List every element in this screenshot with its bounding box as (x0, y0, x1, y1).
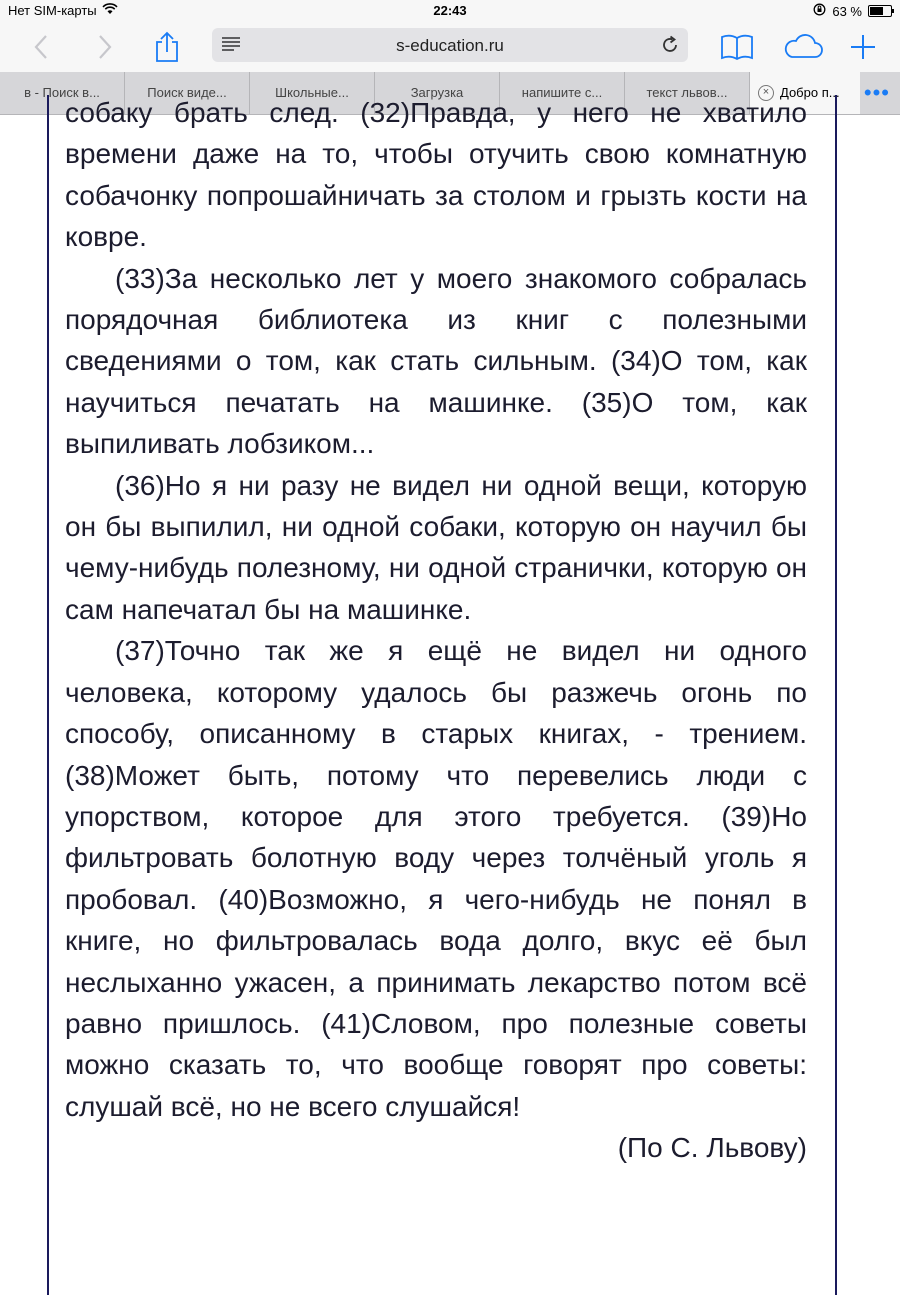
paragraph-4: (37)Точно так же я ещё не видел ни одного человека, которому удалось бы разжечь огонь по способу, описанному в старых книгах, - трением. (38)Может быть, потому что перевелись люди с упорством, которое для этого требуется. (39)Но фильтровать болотную воду через толчёный уголь я пробовал. (40)Возможно, я чего-нибудь не понял в книге, но фильтровалась вода долго, вкус её был неслыханно ужасен, а принимать лекарство потом всё равно пришлось. (41)Словом, про полезные советы можно сказать то, что вообще говорят про советы: слушай всё, но не всего слушайся! (65, 635, 807, 1122)
battery-fill (870, 7, 883, 15)
carrier-label: Нет SIM-карты (8, 3, 97, 18)
article-text (65, 92, 807, 1169)
tab-active-label: Добро п... (780, 85, 840, 100)
address-bar[interactable] (212, 28, 688, 62)
reload-icon[interactable] (660, 35, 680, 60)
signature: (По С. Львову) (617, 1132, 807, 1164)
tab-3[interactable]: Школьные... (250, 72, 375, 114)
tab-6[interactable]: текст львов... (625, 72, 750, 114)
paragraph-2: (33)За несколько лет у моего знакомого собралась порядочная библиотека из книг с полезными сведениями о том, как стать сильным. (34)О том, как научиться печатать на машинке. (35)О том, как выпиливать лобзиком... (65, 262, 807, 460)
back-button[interactable] (24, 30, 58, 64)
forward-button[interactable] (88, 30, 122, 64)
url-text: s-education.ru (396, 36, 504, 55)
new-tab-button[interactable] (846, 30, 880, 64)
status-right (813, 3, 892, 19)
rotation-lock-icon (813, 3, 826, 19)
tab-1[interactable]: в - Поиск в... (0, 72, 125, 114)
battery-percent: 63 % (832, 3, 862, 19)
browser-toolbar (0, 22, 900, 72)
tab-2[interactable]: Поиск виде... (125, 72, 250, 114)
page-content (0, 97, 900, 1200)
paragraph-1: времени даже на то, чтобы отучить свою комнатную собачонку попрошайничать за столом и грызть кости на ковре. (65, 138, 807, 253)
tab-5[interactable]: напишите с... (500, 72, 625, 114)
more-tabs-icon[interactable]: ••• (863, 80, 890, 105)
bookmarks-button[interactable] (718, 30, 756, 64)
tab-4[interactable]: Загрузка (375, 72, 500, 114)
clock: 22:43 (433, 3, 467, 18)
paragraph-3: (36)Но я ни разу не видел ни одной вещи, которую он бы выпилил, ни одной собаки, которую он научил бы чему-нибудь полезному, ни одной странички, которую он сам напечатал бы на машинке. (65, 469, 807, 625)
icloud-tabs-button[interactable] (780, 30, 826, 64)
share-button[interactable] (150, 30, 184, 64)
partial-line: собаку брать след. (32)Правда, у него не хватило (65, 97, 807, 128)
battery-icon (868, 5, 892, 17)
status-bar (0, 0, 900, 22)
close-tab-icon[interactable]: × (758, 85, 774, 101)
